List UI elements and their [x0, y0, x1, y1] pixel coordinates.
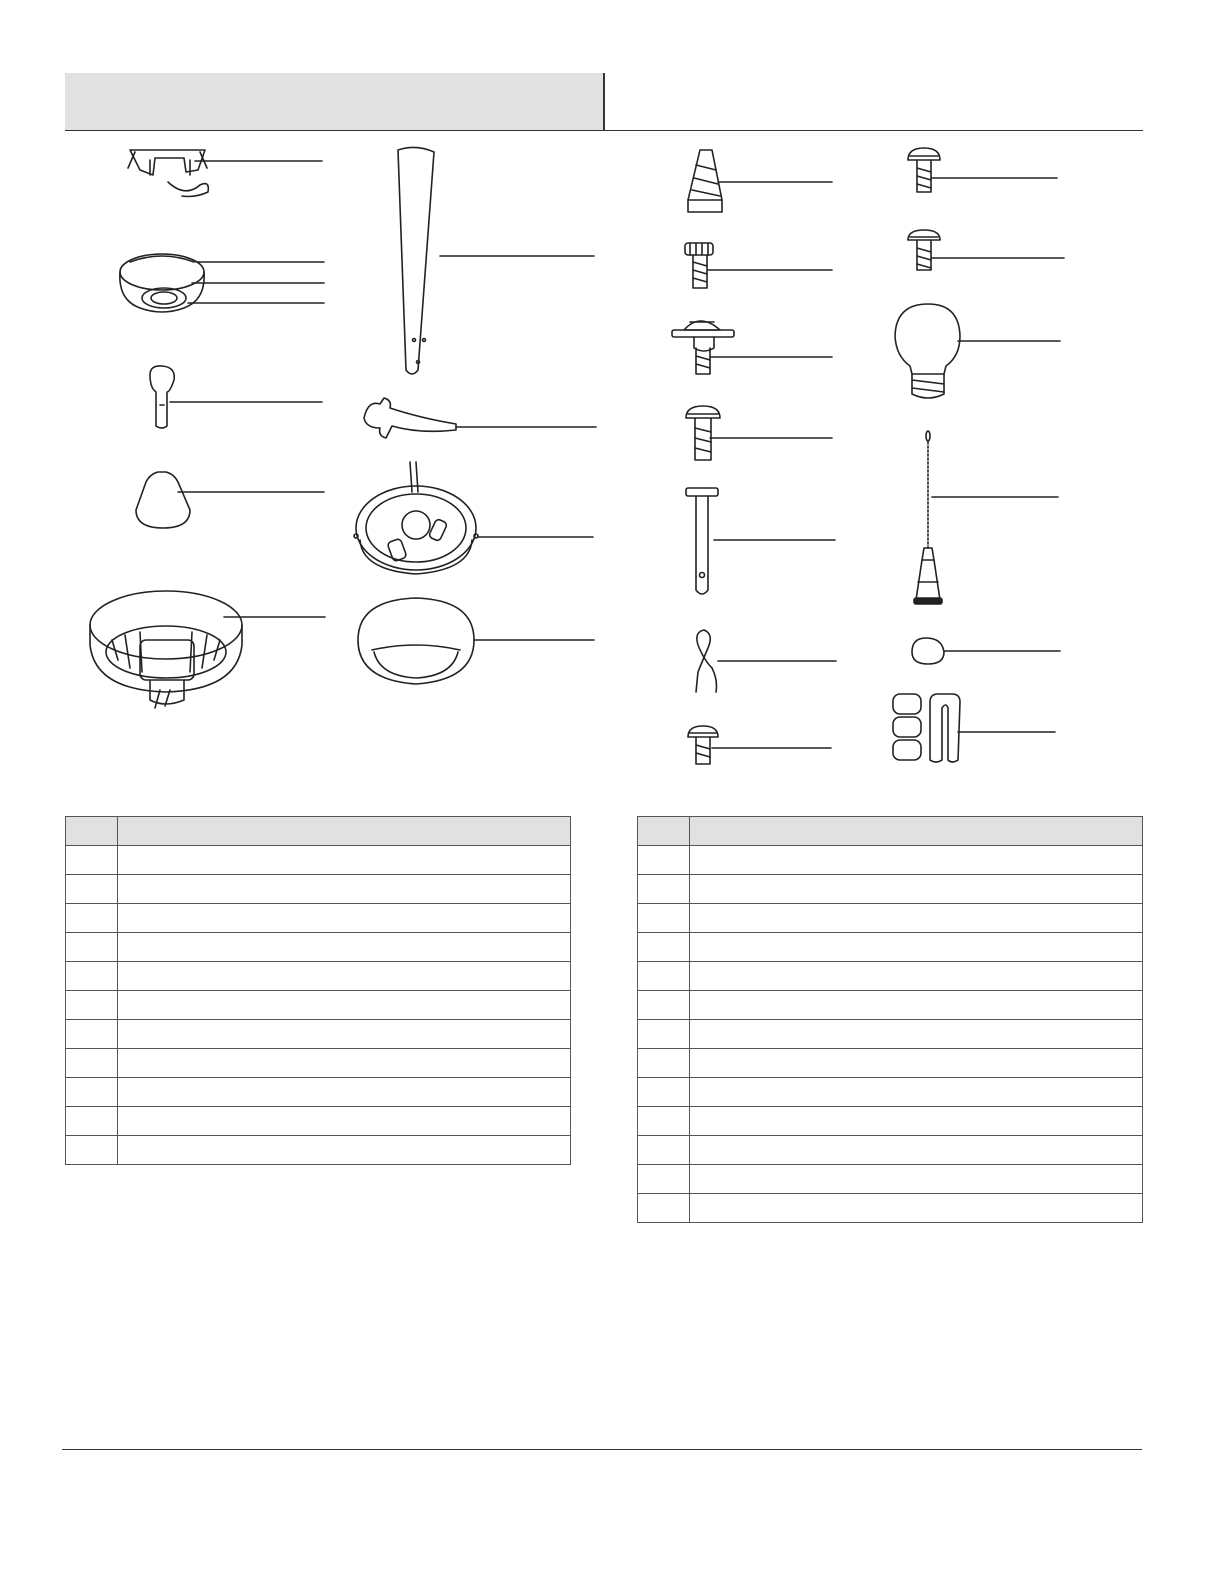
- motor-housing-icon: [90, 591, 242, 708]
- table-row: [66, 1107, 571, 1136]
- part-description-cell: [690, 904, 1143, 933]
- part-description-cell: [690, 1107, 1143, 1136]
- part-description-cell: [690, 1020, 1143, 1049]
- table-row: [638, 1107, 1143, 1136]
- washer-screw-icon: [672, 321, 734, 374]
- part-letter-cell: [638, 875, 690, 904]
- light-kit-screw-icon: [908, 230, 940, 270]
- table-row: [66, 846, 571, 875]
- part-description-cell: [118, 846, 571, 875]
- part-description-cell: [118, 1020, 571, 1049]
- part-letter-cell: [66, 991, 118, 1020]
- part-letter-cell: [638, 1136, 690, 1165]
- part-description-cell: [690, 1136, 1143, 1165]
- part-letter-cell: [638, 1194, 690, 1223]
- downrod-icon: [150, 366, 174, 428]
- glass-shade-icon: [358, 598, 474, 684]
- table-row: [66, 991, 571, 1020]
- part-description-cell: [118, 1078, 571, 1107]
- wire-nut-icon: [688, 150, 722, 212]
- parts-table-right: [637, 816, 1143, 1223]
- table-row: [638, 1020, 1143, 1049]
- part-letter-cell: [66, 1078, 118, 1107]
- hairpin-clip-icon: [696, 630, 717, 692]
- light-bulb-icon: [895, 304, 960, 398]
- part-letter-cell: [638, 1107, 690, 1136]
- part-description-cell: [118, 904, 571, 933]
- table-row: [66, 1136, 571, 1165]
- part-description-cell: [118, 875, 571, 904]
- part-letter-cell: [638, 1020, 690, 1049]
- table-row: [66, 1020, 571, 1049]
- part-description-cell: [118, 1107, 571, 1136]
- part-letter-cell: [66, 904, 118, 933]
- part-letter-cell: [638, 962, 690, 991]
- part-letter-cell: [66, 1136, 118, 1165]
- blade-arm-icon: [364, 398, 456, 438]
- machine-screw-icon: [686, 406, 720, 460]
- clevis-pin-icon: [686, 488, 718, 594]
- part-letter-cell: [638, 1078, 690, 1107]
- part-description-cell: [690, 1165, 1143, 1194]
- part-letter-cell: [638, 846, 690, 875]
- part-description-cell: [118, 1049, 571, 1078]
- part-letter-cell: [66, 1049, 118, 1078]
- table-row: [66, 933, 571, 962]
- part-letter-cell: [638, 991, 690, 1020]
- part-letter-cell: [66, 1107, 118, 1136]
- part-letter-cell: [66, 846, 118, 875]
- part-description-cell: [690, 991, 1143, 1020]
- part-letter-cell: [638, 1049, 690, 1078]
- balancing-screw-icon: [908, 148, 940, 192]
- part-description-cell: [118, 933, 571, 962]
- table-row: [638, 1049, 1143, 1078]
- part-description-cell: [690, 1194, 1143, 1223]
- part-description-cell: [690, 875, 1143, 904]
- table-row: [66, 1078, 571, 1107]
- footer-rule: [62, 1449, 1142, 1450]
- parts-table-left: [65, 816, 571, 1165]
- table-row: [638, 904, 1143, 933]
- small-screw-icon: [688, 726, 718, 764]
- balancing-kit-icon: [893, 694, 960, 762]
- switch-housing-icon: [354, 462, 478, 574]
- table-header-row: [66, 817, 571, 846]
- part-description-cell: [690, 1049, 1143, 1078]
- part-description-cell: [690, 1078, 1143, 1107]
- part-letter-cell: [638, 904, 690, 933]
- table-row: [638, 1165, 1143, 1194]
- table-row: [638, 1078, 1143, 1107]
- part-letter-cell: [66, 1020, 118, 1049]
- mounting-bracket-icon: [128, 150, 208, 197]
- finial-cap-icon: [912, 638, 944, 664]
- fan-blade-icon: [398, 147, 434, 374]
- part-letter-cell: [66, 962, 118, 991]
- coupling-cover-icon: [136, 472, 190, 528]
- part-description-cell: [118, 991, 571, 1020]
- table-row: [638, 991, 1143, 1020]
- part-letter-cell: [66, 875, 118, 904]
- table-header-row: [638, 817, 1143, 846]
- table-row: [638, 875, 1143, 904]
- table-row: [638, 1194, 1143, 1223]
- table-row: [66, 904, 571, 933]
- part-letter-cell: [638, 933, 690, 962]
- part-letter-cell: [638, 1165, 690, 1194]
- thumb-screw-icon: [685, 243, 713, 288]
- part-description-cell: [690, 933, 1143, 962]
- table-row: [66, 1049, 571, 1078]
- table-row: [66, 962, 571, 991]
- part-description-cell: [118, 962, 571, 991]
- part-description-cell: [118, 1136, 571, 1165]
- part-description-cell: [690, 962, 1143, 991]
- table-row: [638, 1136, 1143, 1165]
- table-row: [66, 875, 571, 904]
- table-row: [638, 962, 1143, 991]
- part-letter-cell: [66, 933, 118, 962]
- table-row: [638, 846, 1143, 875]
- pull-chain-icon: [914, 431, 942, 604]
- part-description-cell: [690, 846, 1143, 875]
- table-row: [638, 933, 1143, 962]
